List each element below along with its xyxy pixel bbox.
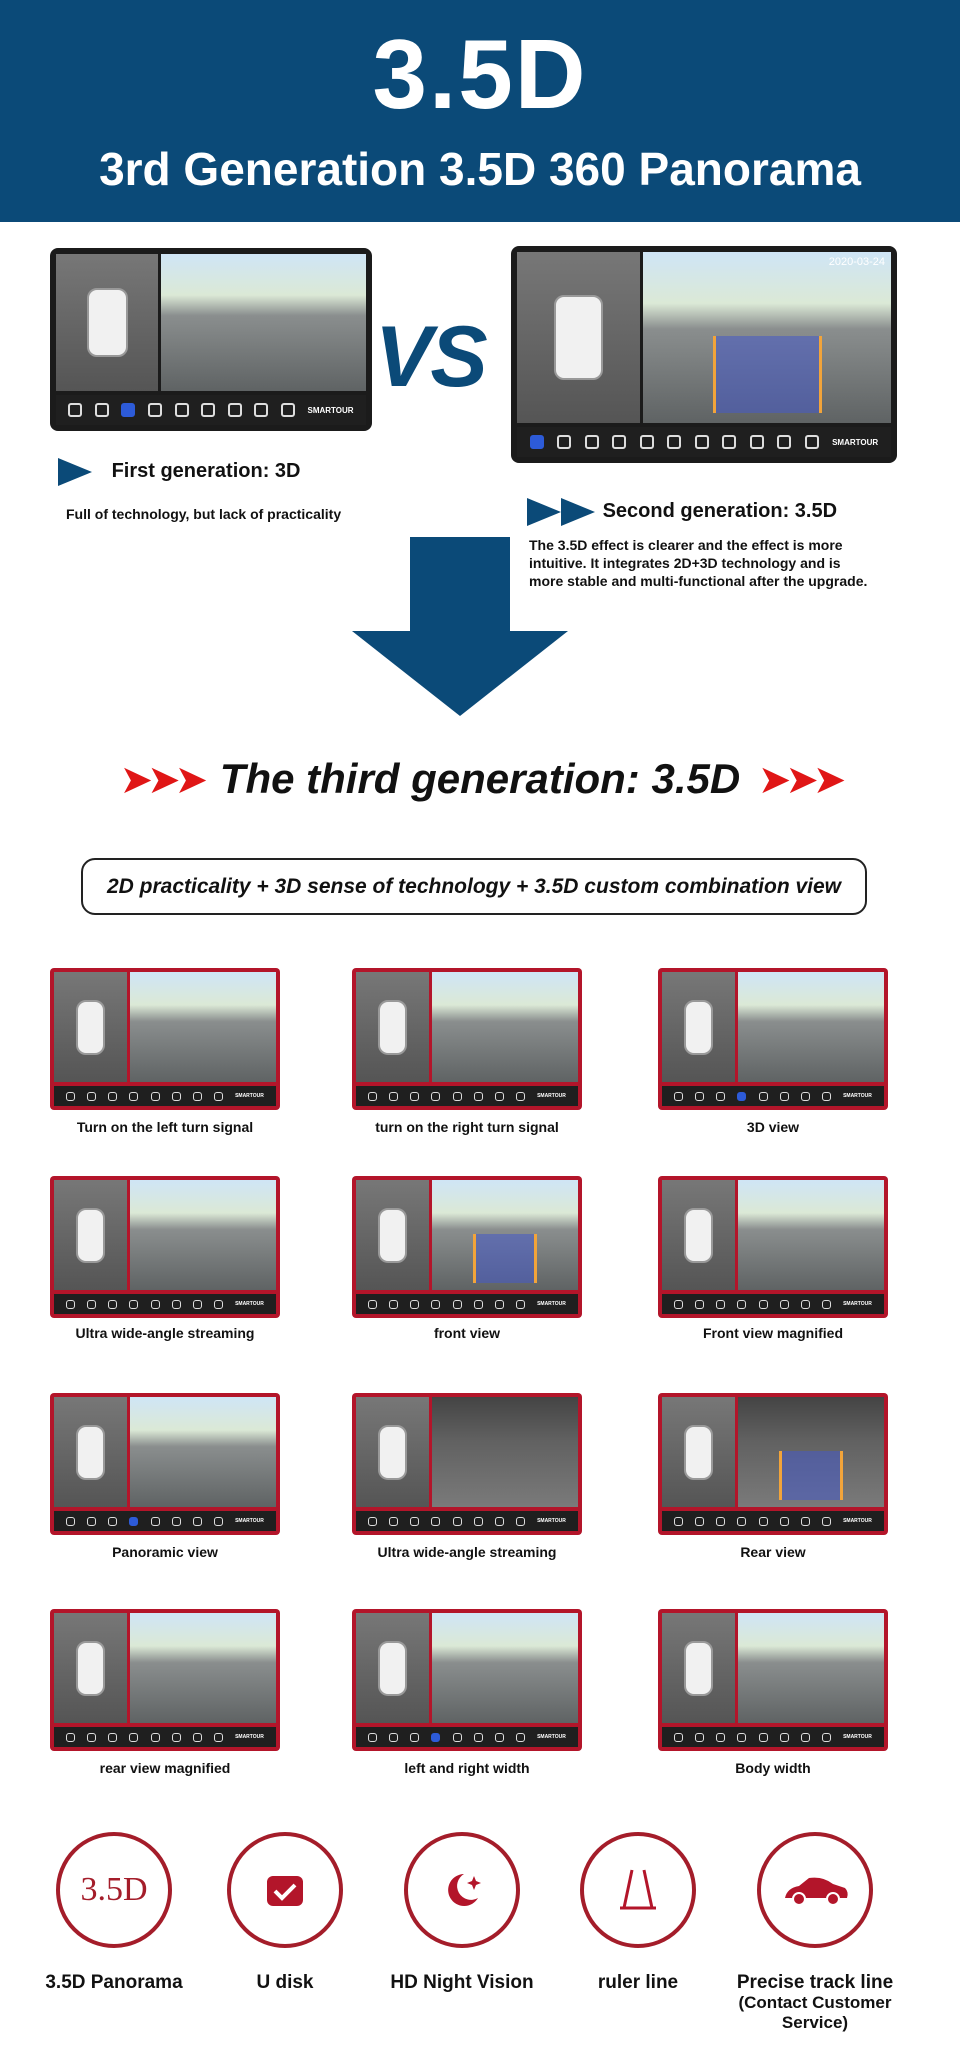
view-caption: turn on the right turn signal (375, 1119, 559, 1135)
first-gen-description: Full of technology, but lack of practicality (66, 506, 342, 522)
brand-logo: SMARTOUR (843, 1301, 872, 1307)
screen-timestamp: 2020-03-24 (828, 256, 885, 268)
triangle-arrow-icon (527, 498, 561, 526)
brand-logo: SMARTOUR (537, 1301, 566, 1307)
description-line: The 3.5D effect is clearer and the effect is more (529, 537, 843, 553)
view-caption: Front view magnified (702, 1325, 843, 1341)
first-gen-title: First generation: 3D (111, 460, 301, 483)
description-line: more stable and multi-functional after the upgrade. (529, 573, 868, 589)
view-thumbnail (352, 1176, 582, 1318)
first-gen-screen (50, 248, 372, 431)
view-thumbnail (658, 968, 888, 1110)
ruler-line-icon (580, 1832, 696, 1948)
view-thumbnail (352, 1609, 582, 1751)
third-gen-title: The third generation: 3.5D (219, 755, 741, 802)
brand-logo: SMARTOUR (307, 405, 354, 415)
view-thumbnail (50, 1393, 280, 1535)
feature-label-text: 3.5D Panorama (45, 1972, 183, 1993)
view-caption: Ultra wide-angle streaming (377, 1544, 557, 1560)
feature-label (705, 1973, 925, 2033)
page-header (0, 0, 960, 222)
view-thumbnail (50, 968, 280, 1110)
down-arrow-head (352, 631, 568, 716)
view-caption: 3D view (746, 1119, 800, 1135)
header-subtitle: 3rd Generation 3.5D 360 Panorama (99, 143, 861, 195)
view-caption: Rear view (740, 1544, 806, 1560)
view-caption: Ultra wide-angle streaming (75, 1325, 255, 1341)
second-gen-description (529, 536, 929, 590)
feature-label-text: U disk (256, 1972, 314, 1993)
feature-formula: 2D practicality + 3D sense of technology + 3.5D custom combination view (81, 858, 867, 915)
second-gen-heading (527, 498, 837, 526)
second-gen-title: Second generation: 3.5D (602, 500, 838, 523)
description-line: intuitive. It integrates 2D+3D technology and is (529, 555, 841, 571)
triangle-arrow-icon (561, 498, 595, 526)
view-caption: Panoramic view (112, 1544, 218, 1560)
brand-logo: SMARTOUR (235, 1518, 264, 1524)
brand-logo: SMARTOUR (843, 1518, 872, 1524)
view-caption: front view (433, 1325, 501, 1341)
brand-logo: SMARTOUR (843, 1734, 872, 1740)
vs-label: VS (375, 309, 486, 405)
view-thumbnail (658, 1609, 888, 1751)
brand-logo: SMARTOUR (235, 1301, 264, 1307)
u-disk-icon (227, 1832, 343, 1948)
view-thumbnail (658, 1176, 888, 1318)
view-thumbnail (352, 968, 582, 1110)
brand-logo: SMARTOUR (537, 1734, 566, 1740)
red-arrows-icon: ➤➤➤ (119, 758, 203, 802)
view-thumbnail (658, 1393, 888, 1535)
brand-logo: SMARTOUR (537, 1518, 566, 1524)
brand-logo: SMARTOUR (832, 437, 879, 447)
red-arrows-icon: ➤➤➤ (757, 758, 841, 802)
panorama-icon-text: 3.5D (80, 1871, 148, 1908)
brand-logo: SMARTOUR (235, 1093, 264, 1099)
car-track-icon (757, 1832, 873, 1948)
night-vision-icon (404, 1832, 520, 1948)
first-gen-heading (58, 458, 300, 486)
view-caption: left and right width (404, 1760, 530, 1776)
panorama-icon (56, 1832, 172, 1948)
view-caption: Turn on the left turn signal (76, 1119, 254, 1135)
view-thumbnail (50, 1609, 280, 1751)
down-arrow-icon (410, 537, 510, 631)
view-caption: rear view magnified (99, 1760, 231, 1776)
view-thumbnail (352, 1393, 582, 1535)
second-gen-screen (511, 246, 897, 463)
brand-logo: SMARTOUR (235, 1734, 264, 1740)
brand-logo: SMARTOUR (537, 1093, 566, 1099)
feature-label-text: HD Night Vision (390, 1972, 534, 1993)
feature-label-note: (Contact Customer Service) (738, 1993, 892, 2032)
view-caption: Body width (735, 1760, 811, 1776)
triangle-arrow-icon (58, 458, 92, 486)
third-gen-heading (0, 755, 960, 803)
view-thumbnail (50, 1176, 280, 1318)
feature-label-text: Precise track line (736, 1972, 894, 1993)
header-title: 3.5D (372, 19, 588, 129)
feature-label-text: ruler line (597, 1972, 679, 1993)
brand-logo: SMARTOUR (843, 1093, 872, 1099)
